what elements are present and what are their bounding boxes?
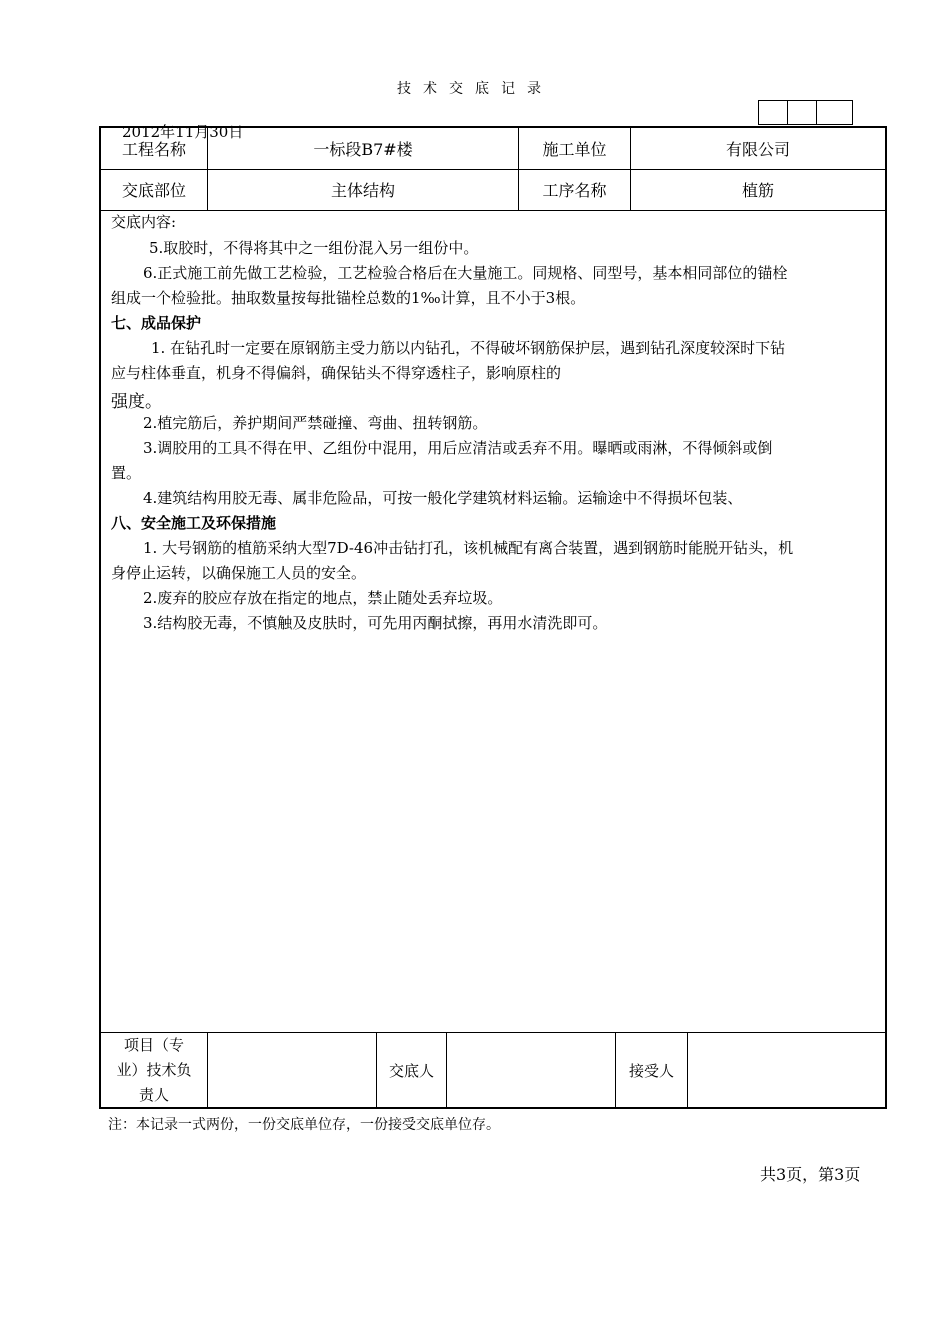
- content-line: 3.结构胶无毒，不慎触及皮肤时，可先用丙酮拭擦，再用水清洗即可。: [143, 614, 608, 632]
- content-line: 2.植完筋后，养护期间严禁碰撞、弯曲、扭转钢筋。: [143, 414, 488, 432]
- briefer-signature: [447, 1033, 615, 1108]
- signature-row: [101, 1032, 885, 1108]
- content-line: 1. 大号钢筋的植筋采纳大型7D-46冲击钻打孔，该机械配有离合装置，遇到钢筋时能脱开钻头，机: [143, 539, 794, 557]
- tech-lead-signature: [208, 1033, 376, 1108]
- content-line: 应与柱体垂直，机身不得偏斜，确保钻头不得穿透柱子，影响原柱的: [111, 364, 562, 382]
- content-line: 1. 在钻孔时一定要在原钢筋主受力筋以内钻孔，不得破坏钢筋保护层，遇到钻孔深度较深时下钻: [151, 339, 786, 357]
- record-date: 2012年11月30日: [122, 123, 244, 141]
- project-name-label: 工程名称: [121, 140, 186, 159]
- page-info: 共3页，第3页: [760, 1165, 861, 1184]
- content-line: 强度。: [111, 392, 162, 412]
- content-line: 身停止运转，以确保施工人员的安全。: [111, 564, 367, 582]
- tech-lead-label-line: 业）技术负: [116, 1061, 192, 1079]
- construction-unit-value: 有限公司: [725, 140, 790, 159]
- content-line: 3.调胶用的工具不得在甲、乙组份中混用，用后应清洁或丢弃不用。曝晒或雨淋，不得倾斜或倒: [143, 439, 773, 457]
- content-line: 置。: [111, 464, 142, 482]
- receiver-label: 接受人: [628, 1062, 674, 1080]
- number-box: [758, 100, 787, 125]
- project-name-value: 一标段B7#楼: [313, 140, 413, 159]
- tech-lead-label: [101, 1033, 207, 1108]
- record-number-boxes: [758, 100, 853, 126]
- briefing-part-value: 主体结构: [330, 181, 395, 200]
- header-row-part: [101, 169, 885, 211]
- content-line: 5.取胶时，不得将其中之一组份混入另一组份中。: [149, 239, 479, 257]
- record-table: [99, 126, 887, 1109]
- content-line: 组成一个检验批。抽取数量按每批锚栓总数的1‰计算，且不小于3根。: [111, 289, 586, 307]
- number-box: [816, 100, 853, 125]
- content-heading: 交底内容:: [111, 213, 177, 231]
- process-name-value: 植筋: [741, 181, 774, 200]
- briefing-content: [101, 211, 885, 1031]
- section-heading-safety: 八、安全施工及环保措施: [111, 514, 277, 532]
- number-box: [787, 100, 816, 125]
- tech-lead-label-line: 项目（专: [123, 1036, 184, 1054]
- content-line: 6.正式施工前先做工艺检验，工艺检验合格后在大量施工。同规格、同型号，基本相同部位的锚栓: [143, 264, 788, 282]
- briefer-label: 交底人: [388, 1062, 434, 1080]
- document-title: 技术交底记录: [397, 81, 553, 97]
- footer-note: 注：本记录一式两份，一份交底单位存，一份接受交底单位存。: [108, 1117, 500, 1133]
- tech-lead-label-line: 责人: [138, 1086, 169, 1104]
- process-name-label: 工序名称: [542, 181, 607, 200]
- content-line: 2.废弃的胶应存放在指定的地点，禁止随处丢弃垃圾。: [143, 589, 503, 607]
- receiver-signature: [688, 1033, 885, 1108]
- construction-unit-label: 施工单位: [542, 140, 607, 159]
- section-heading-protection: 七、成品保护: [111, 314, 202, 332]
- content-line: 4.建筑结构用胶无毒、属非危险品，可按一般化学建筑材料运输。运输途中不得损坏包装、: [143, 489, 743, 507]
- briefing-part-label: 交底部位: [121, 181, 186, 200]
